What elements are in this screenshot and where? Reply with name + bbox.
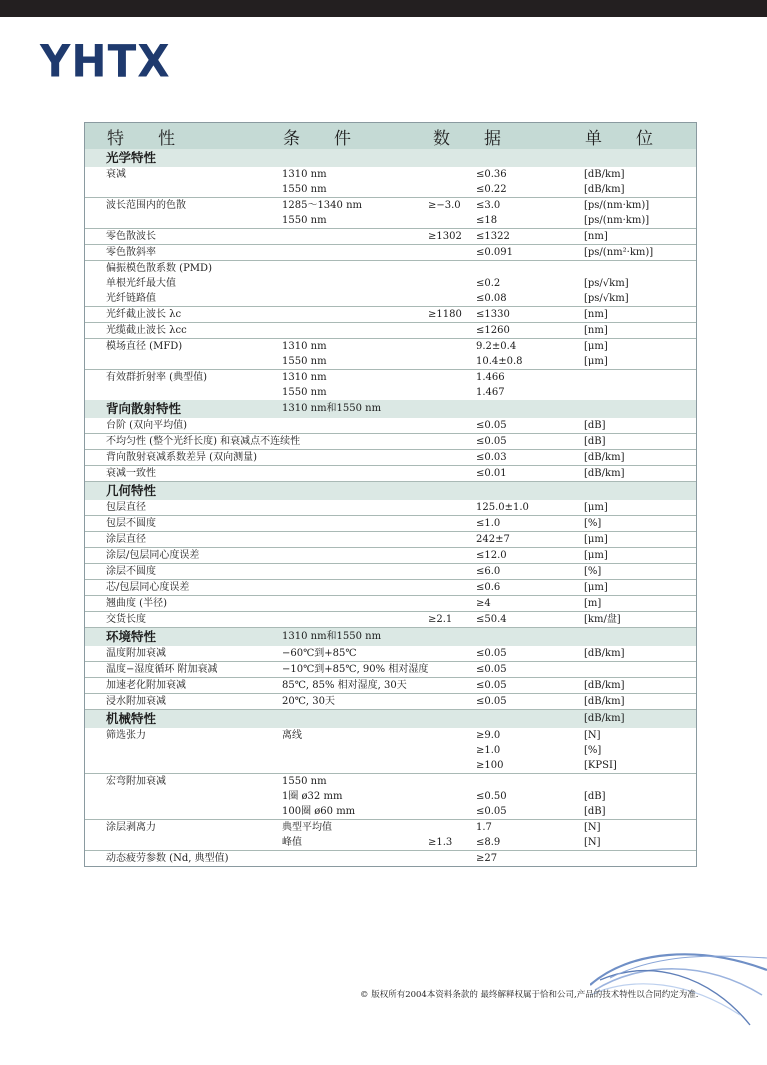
cell-c1: 温度附加衰减 xyxy=(106,648,166,659)
cell-c1: 光缆截止波长 λcc xyxy=(106,325,187,336)
cell-c4: ≤0.6 xyxy=(476,582,501,593)
cell-c5: [μm] xyxy=(584,502,608,513)
cell-c2: 85℃, 85% 相对湿度, 30天 xyxy=(282,680,407,691)
cell-c4: ≤0.05 xyxy=(476,648,507,659)
cell-c4: ≤0.091 xyxy=(476,247,514,258)
table-row xyxy=(85,198,696,213)
cell-c4: ≤1.0 xyxy=(476,518,501,529)
cell-c5: [dB] xyxy=(584,806,606,817)
section-row xyxy=(85,149,696,167)
cell-c4: 125.0±1.0 xyxy=(476,502,529,513)
cell-c1: 涂层剥离力 xyxy=(106,822,156,833)
table-row xyxy=(85,612,696,628)
cell-c4: 242±7 xyxy=(476,534,510,545)
cell-c5: [dB/km] xyxy=(584,713,625,724)
cell-c4: ≤50.4 xyxy=(476,614,507,625)
table-row xyxy=(85,276,696,291)
cell-c4: 10.4±0.8 xyxy=(476,356,523,367)
table-row xyxy=(85,167,696,182)
cell-c5: [nm] xyxy=(584,309,608,320)
table-row xyxy=(85,662,696,678)
cell-c1: 背向散射特性 xyxy=(106,401,182,416)
cell-c4: ≤6.0 xyxy=(476,566,501,577)
cell-c1: 偏振模色散系数 (PMD) xyxy=(106,263,212,274)
cell-c1: 不均匀性 (整个光纤长度) 和衰减点不连续性 xyxy=(106,436,301,447)
table-row xyxy=(85,580,696,596)
cell-c4: ≤0.03 xyxy=(476,452,507,463)
copyright-footer: © 版权所有2004本资料条款的 最终解释权属于恰和公司,产品的技术特性以合同约定为准. xyxy=(360,990,699,1000)
cell-c2: 1圈 ø32 mm xyxy=(282,791,343,802)
cell-c1: 光学特性 xyxy=(106,150,157,165)
table-row xyxy=(85,466,696,482)
cell-c2: 1310 nm xyxy=(282,341,327,352)
cell-c2: 1550 nm xyxy=(282,776,327,787)
cell-c1: 背向散射衰减系数差异 (双向测量) xyxy=(106,452,257,463)
cell-c1: 翘曲度 (半径) xyxy=(106,598,167,609)
cell-c1: 包层不圆度 xyxy=(106,518,156,529)
table-row xyxy=(85,804,696,820)
cell-c5: [%] xyxy=(584,745,602,756)
cell-c1: 台阶 (双向平均值) xyxy=(106,420,187,431)
table-row xyxy=(85,851,696,866)
cell-c5: [μm] xyxy=(584,550,608,561)
cell-c2: 离线 xyxy=(282,730,302,741)
cell-c5: [dB/km] xyxy=(584,184,625,195)
table-row xyxy=(85,500,696,516)
cell-c1: 加速老化附加衰减 xyxy=(106,680,186,691)
cell-c3: ≥2.1 xyxy=(428,614,453,625)
table-row xyxy=(85,820,696,835)
cell-c1: 宏弯附加衰减 xyxy=(106,776,166,787)
cell-c3: ≥1.3 xyxy=(428,837,453,848)
cell-c4: ≥27 xyxy=(476,853,498,864)
table-row xyxy=(85,678,696,694)
section-row xyxy=(85,710,696,728)
table-row xyxy=(85,434,696,450)
cell-c5: [dB/km] xyxy=(584,680,625,691)
cell-c4: ≤1322 xyxy=(476,231,510,242)
cell-c4: ≤1260 xyxy=(476,325,510,336)
cell-c2: 1550 nm xyxy=(282,387,327,398)
cell-c5: [ps/√km] xyxy=(584,293,629,304)
cell-c5: [nm] xyxy=(584,325,608,336)
cell-c1: 零色散斜率 xyxy=(106,247,156,258)
cell-c1: 交货长度 xyxy=(106,614,146,625)
table-row xyxy=(85,418,696,434)
cell-c4: ≤0.05 xyxy=(476,436,507,447)
cell-c5: [m] xyxy=(584,598,602,609)
table-row xyxy=(85,245,696,261)
cell-c1: 单根光纤最大值 xyxy=(106,278,176,289)
section-row xyxy=(85,400,696,418)
table-row xyxy=(85,307,696,323)
header-condition: 条 件 xyxy=(283,128,351,149)
table-row xyxy=(85,743,696,758)
cell-c1: 温度−湿度循环 附加衰减 xyxy=(106,664,218,675)
cell-c5: [μm] xyxy=(584,341,608,352)
cell-c1: 涂层/包层同心度误差 xyxy=(106,550,200,561)
cell-c1: 筛选张力 xyxy=(106,730,146,741)
cell-c5: [ps/√km] xyxy=(584,278,629,289)
cell-c3: ≥1180 xyxy=(428,309,462,320)
table-row xyxy=(85,774,696,789)
cell-c4: ≥4 xyxy=(476,598,491,609)
cell-c5: [dB/km] xyxy=(584,169,625,180)
table-row xyxy=(85,596,696,612)
cell-c5: [μm] xyxy=(584,356,608,367)
cell-c3: ≥1302 xyxy=(428,231,462,242)
cell-c1: 动态疲劳参数 (Nd, 典型值) xyxy=(106,853,229,864)
cell-c4: ≤0.36 xyxy=(476,169,507,180)
table-row xyxy=(85,182,696,198)
cell-c1: 浸水附加衰减 xyxy=(106,696,166,707)
cell-c2: 1310 nm和1550 nm xyxy=(282,403,382,414)
table-row xyxy=(85,532,696,548)
cell-c5: [μm] xyxy=(584,582,608,593)
cell-c5: [km/盘] xyxy=(584,614,621,625)
cell-c1: 波长范围内的色散 xyxy=(106,200,186,211)
cell-c5: [nm] xyxy=(584,231,608,242)
cell-c2: 20℃, 30天 xyxy=(282,696,335,707)
cell-c4: ≤3.0 xyxy=(476,200,501,211)
cell-c5: [dB/km] xyxy=(584,452,625,463)
cell-c5: [N] xyxy=(584,822,601,833)
header-data: 数 据 xyxy=(433,128,501,149)
spec-table xyxy=(84,122,697,867)
section-row xyxy=(85,482,696,500)
top-black-bar xyxy=(0,0,767,17)
cell-c4: ≤0.05 xyxy=(476,664,507,675)
table-row xyxy=(85,339,696,354)
cell-c4: 1.466 xyxy=(476,372,505,383)
cell-c5: [ps/(nm·km)] xyxy=(584,215,650,226)
cell-c5: [%] xyxy=(584,518,602,529)
cell-c1: 衰减一致性 xyxy=(106,468,156,479)
cell-c4: ≤12.0 xyxy=(476,550,507,561)
cell-c4: ≤18 xyxy=(476,215,498,226)
cell-c2: 100圈 ø60 mm xyxy=(282,806,356,817)
cell-c5: [N] xyxy=(584,730,601,741)
cell-c1: 芯/包层同心度误差 xyxy=(106,582,190,593)
table-row xyxy=(85,728,696,743)
table-row xyxy=(85,835,696,851)
cell-c1: 涂层直径 xyxy=(106,534,146,545)
brand-logo: YHTX xyxy=(40,35,171,88)
table-row xyxy=(85,548,696,564)
cell-c4: ≤8.9 xyxy=(476,837,501,848)
cell-c4: ≤0.50 xyxy=(476,791,507,802)
table-row xyxy=(85,354,696,370)
cell-c4: ≤0.05 xyxy=(476,806,507,817)
cell-c4: ≤0.2 xyxy=(476,278,501,289)
table-row xyxy=(85,229,696,245)
cell-c4: 1.467 xyxy=(476,387,505,398)
swoosh-graphic xyxy=(590,940,767,1030)
table-row xyxy=(85,385,696,400)
cell-c2: 峰值 xyxy=(282,837,302,848)
table-row xyxy=(85,789,696,804)
table-row xyxy=(85,323,696,339)
cell-c2: 典型平均值 xyxy=(282,822,332,833)
table-row xyxy=(85,450,696,466)
table-row xyxy=(85,291,696,307)
cell-c1: 涂层不圆度 xyxy=(106,566,156,577)
cell-c4: ≥100 xyxy=(476,760,504,771)
cell-c2: 1310 nm xyxy=(282,372,327,383)
cell-c3: ≥−3.0 xyxy=(428,200,461,211)
cell-c4: 1.7 xyxy=(476,822,492,833)
cell-c5: [ps/(nm²·km)] xyxy=(584,247,654,258)
table-row xyxy=(85,564,696,580)
cell-c1: 环境特性 xyxy=(106,629,157,644)
cell-c5: [%] xyxy=(584,566,602,577)
cell-c1: 有效群折射率 (典型值) xyxy=(106,372,207,383)
cell-c2: 1550 nm xyxy=(282,356,327,367)
cell-c2: 1285～1340 nm xyxy=(282,200,362,211)
cell-c5: [dB/km] xyxy=(584,648,625,659)
cell-c5: [μm] xyxy=(584,534,608,545)
cell-c1: 衰减 xyxy=(106,169,126,180)
cell-c4: ≤0.05 xyxy=(476,420,507,431)
cell-c1: 模场直径 (MFD) xyxy=(106,341,183,352)
cell-c1: 光纤链路值 xyxy=(106,293,156,304)
cell-c1: 零色散波长 xyxy=(106,231,156,242)
cell-c2: −10℃到+85℃, 90% 相对湿度 xyxy=(282,664,429,675)
table-row xyxy=(85,261,696,276)
cell-c5: [KPSI] xyxy=(584,760,617,771)
cell-c4: ≤0.05 xyxy=(476,696,507,707)
cell-c2: 1310 nm xyxy=(282,169,327,180)
cell-c1: 机械特性 xyxy=(106,711,157,726)
table-row xyxy=(85,758,696,774)
table-row xyxy=(85,516,696,532)
cell-c4: ≥9.0 xyxy=(476,730,501,741)
table-row xyxy=(85,694,696,710)
cell-c5: [N] xyxy=(584,837,601,848)
table-row xyxy=(85,213,696,229)
cell-c4: ≤0.08 xyxy=(476,293,507,304)
header-characteristic: 特 性 xyxy=(107,128,175,149)
cell-c4: ≤0.22 xyxy=(476,184,507,195)
table-row xyxy=(85,370,696,385)
cell-c1: 光纤截止波长 λc xyxy=(106,309,182,320)
cell-c2: 1550 nm xyxy=(282,184,327,195)
cell-c2: 1310 nm和1550 nm xyxy=(282,631,382,642)
cell-c5: [dB] xyxy=(584,436,606,447)
cell-c2: −60℃到+85℃ xyxy=(282,648,357,659)
cell-c4: ≤0.05 xyxy=(476,680,507,691)
cell-c4: ≤0.01 xyxy=(476,468,507,479)
cell-c1: 几何特性 xyxy=(106,483,157,498)
cell-c5: [ps/(nm·km)] xyxy=(584,200,650,211)
cell-c5: [dB] xyxy=(584,791,606,802)
cell-c2: 1550 nm xyxy=(282,215,327,226)
section-row xyxy=(85,628,696,646)
table-row xyxy=(85,646,696,662)
cell-c4: 9.2±0.4 xyxy=(476,341,517,352)
cell-c5: [dB] xyxy=(584,420,606,431)
table-body xyxy=(85,149,696,866)
cell-c5: [dB/km] xyxy=(584,468,625,479)
table-header xyxy=(85,123,696,149)
cell-c4: ≥1.0 xyxy=(476,745,501,756)
cell-c4: ≤1330 xyxy=(476,309,510,320)
cell-c5: [dB/km] xyxy=(584,696,625,707)
cell-c1: 包层直径 xyxy=(106,502,146,513)
header-unit: 单 位 xyxy=(585,128,653,149)
